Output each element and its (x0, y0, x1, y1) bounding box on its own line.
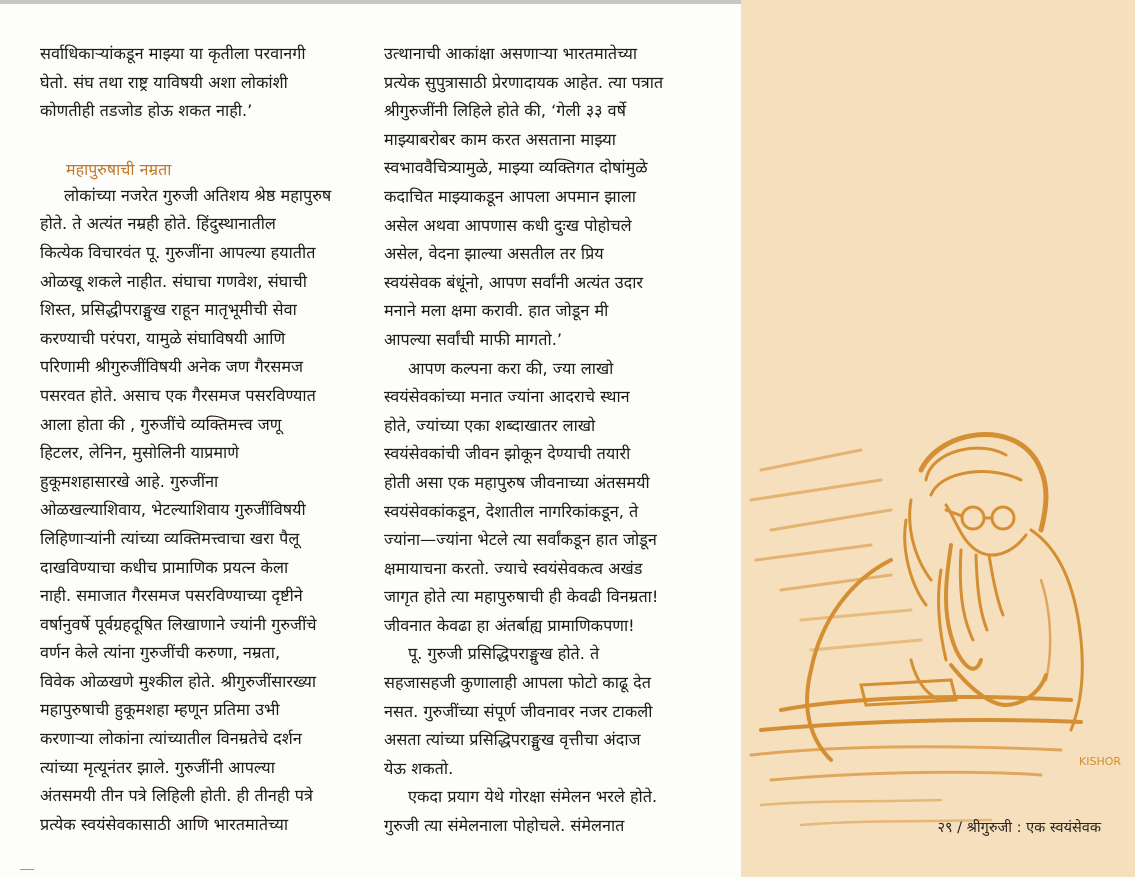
text-line: प्रत्येक सुपुत्रासाठी प्रेरणादायक आहेत. त्या पत्रात (384, 72, 664, 92)
text-column-right (384, 40, 726, 841)
text-line: आपण कल्पना करा की, ज्या लाखो (408, 358, 614, 378)
text-line: उत्थानाची आकांक्षा असणाऱ्या भारतमातेच्या (384, 44, 638, 63)
text-line: स्वयंसेवकांची जीवन झोकून देण्याची तयारी (384, 444, 631, 464)
portrait-sketch (741, 410, 1135, 850)
text-line: नाही. समाजात गैरसमज पसरविण्याच्या दृष्टीने (40, 586, 303, 606)
text-line: नसत. गुरुजींच्या संपूर्ण जीवनावर नजर टाकली (384, 701, 653, 721)
text-line: करणाऱ्या लोकांना त्यांच्यातील विनम्रतेचे दर्शन (40, 729, 302, 749)
text-line: स्वभाववैचित्र्यामुळे, माझ्या व्यक्तिगत दोषांमुळे (384, 158, 648, 178)
text-line: सर्वाधिकाऱ्यांकडून माझ्या या कृतीला परवानगी (40, 44, 306, 63)
text-line: हुकूमशहासारखे आहे. गुरुजींना (40, 471, 219, 491)
text-line: प्रत्येक स्वयंसेवकासाठी आणि भारतमातेच्या (40, 814, 289, 834)
text-line: माझ्याबरोबर काम करत असताना माझ्या (384, 129, 616, 149)
text-line: असेल अथवा आपणास कधी दुःख पोहोचले (384, 215, 632, 235)
text-line: स्वयंसेवकांच्या मनात ज्यांना आदराचे स्थान (384, 387, 630, 407)
text-line: असता त्यांच्या प्रसिद्धिपराङ्मुख वृत्तीचा अंदाज (384, 730, 641, 750)
text-line: होती असा एक महापुरुष जीवनाच्या अंतसमयी (384, 472, 650, 492)
illustration-panel (741, 0, 1135, 877)
page-number: २९ (937, 820, 953, 836)
text-line: एकदा प्रयाग येथे गोरक्षा संमेलन भरले होते. (408, 787, 658, 807)
text-line: श्रीगुरुजींनी लिहिले होते की, ‘गेली ३३ वर्षे (384, 101, 627, 121)
scan-mark (20, 869, 34, 870)
text-line: गुरुजी त्या संमेलनाला पोहोचले. संमेलनात (384, 816, 625, 836)
text-line: महापुरुषाची हुकूमशहा म्हणून प्रतिमा उभी (40, 700, 280, 720)
text-line: शिस्त, प्रसिद्धीपराङ्मुख राहून मातृभूमीची सेवा (40, 300, 297, 320)
section-heading: महापुरुषाची नम्रता (66, 159, 172, 179)
book-title: श्रीगुरुजी : एक स्वयंसेवक (966, 820, 1101, 836)
text-line: होते, ज्यांच्या एका शब्दाखातर लाखो (384, 415, 596, 435)
artist-signature: KISHOR (1079, 755, 1122, 768)
text-line: आला होता की , गुरुजींचे व्यक्तिमत्त्व जणू (40, 414, 282, 434)
footer-separator: / (957, 820, 963, 836)
text-line: दाखविण्याचा कधीच प्रामाणिक प्रयत्न केला (40, 557, 289, 577)
text-line: वर्णन केले त्यांना गुरुजींची करुणा, नम्रता, (40, 643, 281, 663)
text-line: लोकांच्या नजरेत गुरुजी अतिशय श्रेष्ठ महापुरुष (64, 185, 332, 205)
text-line: ज्यांना—ज्यांना भेटले त्या सर्वांकडून हात जोडून (384, 530, 657, 550)
text-line: मनाने मला क्षमा करावी. हात जोडून मी (384, 301, 609, 321)
text-line: परिणामी श्रीगुरुजींविषयी अनेक जण गैरसमज (40, 357, 304, 377)
text-line: पू. गुरुजी प्रसिद्धिपराङ्मुख होते. ते (408, 644, 600, 664)
text-line: अंतसमयी तीन पत्रे लिहिली होती. ही तीनही पत्रे (40, 786, 313, 806)
text-column-left (40, 40, 375, 839)
text-line: येऊ शकतो. (384, 758, 454, 778)
text-line: हिटलर, लेनिन, मुसोलिनी याप्रमाणे (40, 443, 239, 463)
page-footer (841, 817, 1101, 837)
text-line: कोणतीही तडजोड होऊ शकत नाही.’ (40, 101, 253, 121)
text-line: कित्येक विचारवंत पू. गुरुजींना आपल्या हयातीत (40, 242, 316, 262)
text-line: वर्षानुवर्षे पूर्वग्रहदूषित लिखाणाने ज्यांनी गुरुजींचे (40, 614, 317, 634)
text-line: जीवनात केवढा हा अंतर्बाह्य प्रामाणिकपणा! (384, 615, 635, 635)
text-line: लिहिणाऱ्यांनी त्यांच्या व्यक्तिमत्त्वाचा खरा पैलू (40, 528, 300, 548)
text-line: विवेक ओळखणे मुश्कील होते. श्रीगुरुजींसारख्या (40, 671, 317, 691)
text-line: स्वयंसेवकांकडून, देशातील नागरिकांकडून, ते (384, 501, 639, 521)
text-line: त्यांच्या मृत्यूनंतर झाले. गुरुजींनी आपल्या (40, 757, 275, 777)
text-line: पसरवत होते. असाच एक गैरसमज पसरविण्यात (40, 385, 316, 405)
text-line: ओळखल्याशिवाय, भेटल्याशिवाय गुरुजींविषयी (40, 500, 306, 520)
text-line: स्वयंसेवक बंधूंनो, आपण सर्वांनी अत्यंत उदार (384, 272, 644, 292)
text-line: क्षमायाचना करतो. ज्याचे स्वयंसेवकत्व अखंड (384, 558, 643, 578)
text-line: होते. ते अत्यंत नम्रही होते. हिंदुस्थानातील (40, 214, 276, 234)
text-line: घेतो. संघ तथा राष्ट्र याविषयी अशा लोकांशी (40, 72, 288, 92)
text-line: कदाचित माझ्याकडून आपला अपमान झाला (384, 186, 636, 206)
text-line: ओळखू शकले नाहीत. संघाचा गणवेश, संघाची (40, 271, 307, 291)
text-line: असेल, वेदना झाल्या असतील तर प्रिय (384, 244, 604, 264)
text-line: सहजासहजी कुणालाही आपला फोटो काढू देत (384, 673, 651, 693)
text-line: आपल्या सर्वांची माफी मागतो.’ (384, 329, 563, 349)
text-line: करण्याची परंपरा, यामुळे संघाविषयी आणि (40, 328, 286, 348)
text-line: जागृत होते त्या महापुरुषाची ही केवढी विनम्रता! (384, 587, 659, 607)
